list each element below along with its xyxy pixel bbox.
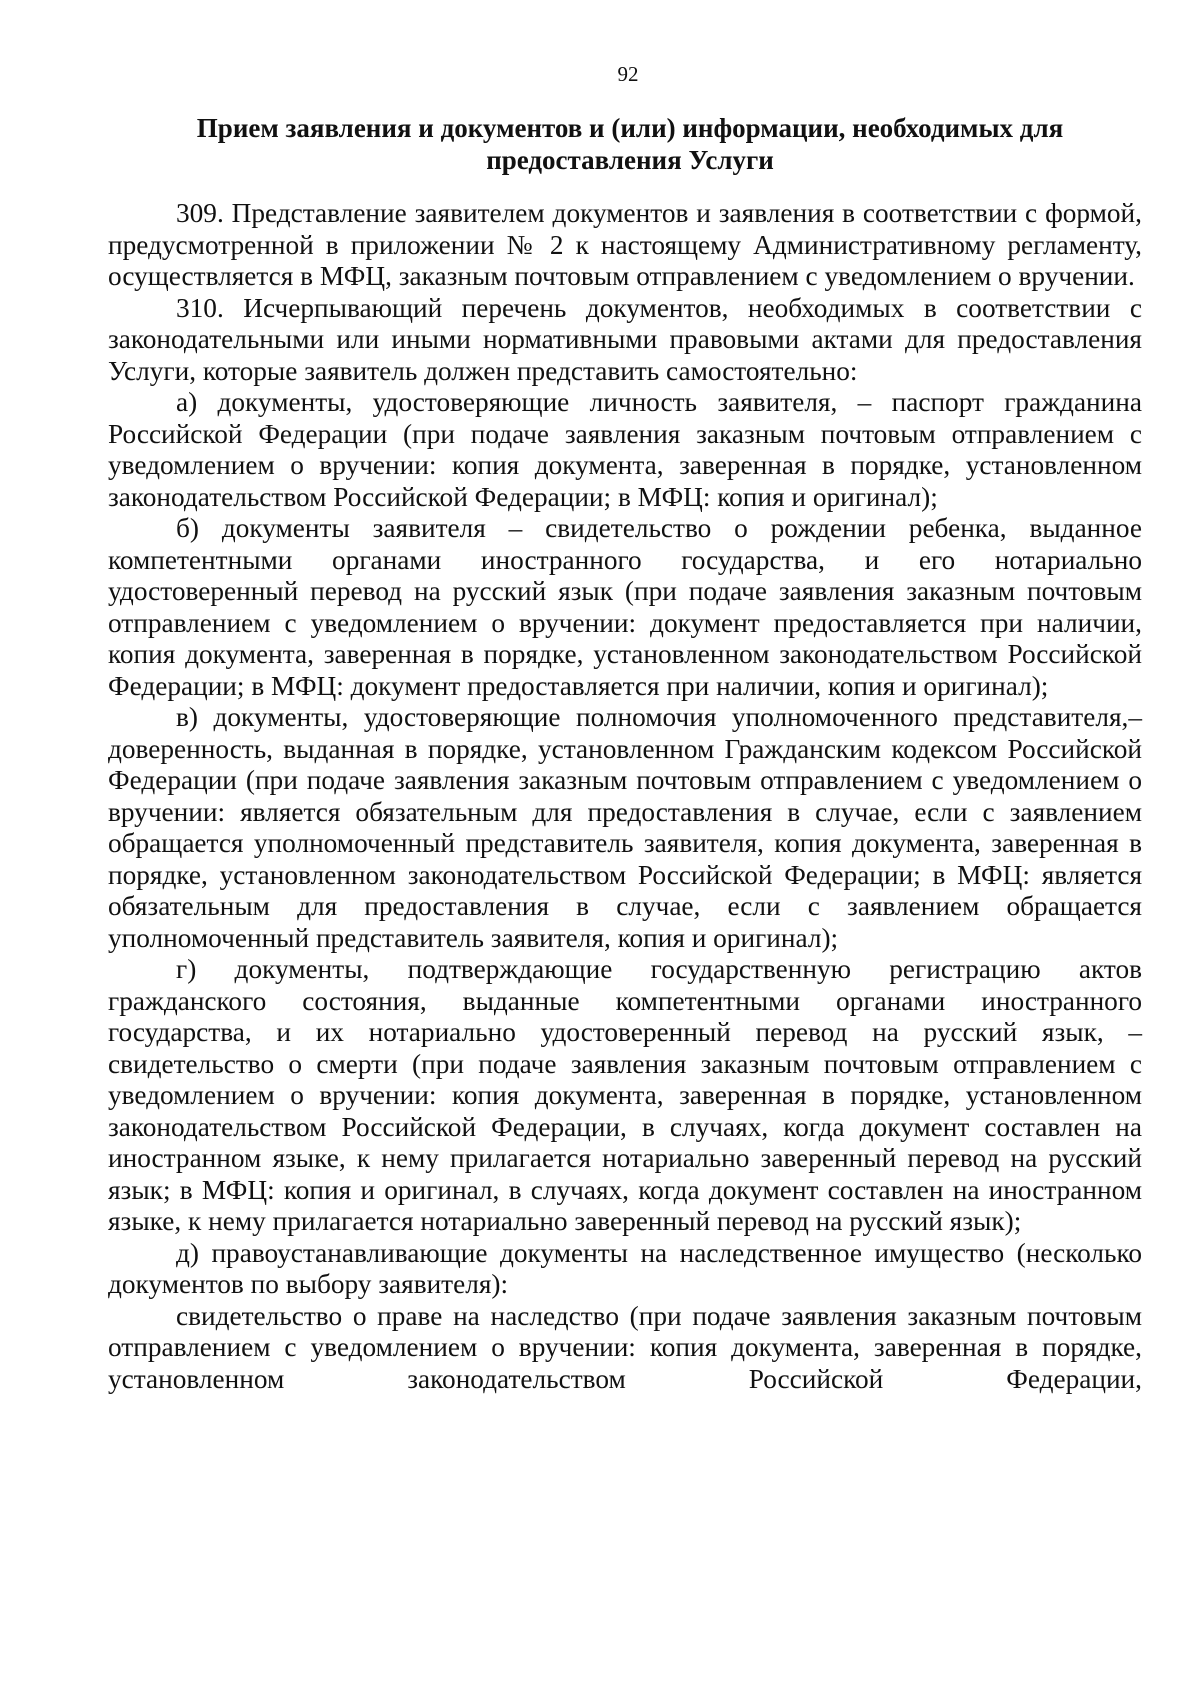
paragraph-309: 309. Представление заявителем документов и заявления в соответствии с формой, предусмотренной в приложении № 2 к настоящему Административному регламенту, осуществляется в МФЦ, заказным почтовым отправлением с уведомлением о вручении.	[108, 198, 1142, 291]
paragraph-310: 310. Исчерпывающий перечень документов, необходимых в соответствии с законодательными или иными нормативными правовыми актами для предоставления Услуги, которые заявитель должен представить самостоятельно:	[108, 292, 1142, 386]
section-heading: Прием заявления и документов и (или) информации, необходимых для предоставления Услуги	[196, 113, 1064, 175]
paragraph-item-g: г) документы, подтверждающие государственную регистрацию актов гражданского состояния, выданные компетентными органами иностранного государства, и их нотариально удостоверенный перевод на русский язык, – свидетельство о смерти (при подаче заявления заказным почтовым отправлением с уведомлением о вручении: копия документа, заверенная в порядке, установленном законодательством Российской Федерации, в случаях, когда документ составлен на иностранном языке, к нему прилагается нотариально заверенный перевод на русский язык; в МФЦ: копия и оригинал, в случаях, когда документ составлен на иностранном языке, к нему прилагается нотариально заверенный перевод на русский язык);	[108, 954, 1142, 1236]
paragraph-item-d: д) правоустанавливающие документы на наследственное имущество (несколько документов по выбору заявителя):	[108, 1237, 1142, 1299]
document-body	[108, 198, 1142, 1395]
paragraph-item-a: а) документы, удостоверяющие личность заявителя, – паспорт гражданина Российской Федерации (при подаче заявления заказным почтовым отправлением с уведомлением о вручении: копия документа, заверенная в порядке, установленном законодательством Российской Федерации; в МФЦ: копия и оригинал);	[108, 387, 1142, 512]
page-number: 92	[617, 62, 639, 86]
paragraph-item-v: в) документы, удостоверяющие полномочия уполномоченного представителя,– доверенность, выданная в порядке, установленном Гражданским кодексом Российской Федерации (при подаче заявления заказным почтовым отправлением с уведомлением о вручении: является обязательным для предоставления в случае, если с заявлением обращается уполномоченный представитель заявителя, копия документа, заверенная в порядке, установленном законодательством Российской Федерации; в МФЦ: является обязательным для предоставления в случае, если с заявлением обращается уполномоченный представитель заявителя, копия и оригинал);	[108, 702, 1142, 953]
paragraph-inheritance-certificate: свидетельство о праве на наследство (при подаче заявления заказным почтовым отправлением с уведомлением о вручении: копия документа, заверенная в порядке, установленном законодательством Российской Федерации,	[108, 1300, 1142, 1394]
paragraph-item-b: б) документы заявителя – свидетельство о рождении ребенка, выданное компетентными органами иностранного государства, и его нотариально удостоверенный перевод на русский язык (при подаче заявления заказным почтовым отправлением с уведомлением о вручении: документ предоставляется при наличии, копия документа, заверенная в порядке, установленном законодательством Российской Федерации; в МФЦ: документ предоставляется при наличии, копия и оригинал);	[108, 513, 1142, 701]
